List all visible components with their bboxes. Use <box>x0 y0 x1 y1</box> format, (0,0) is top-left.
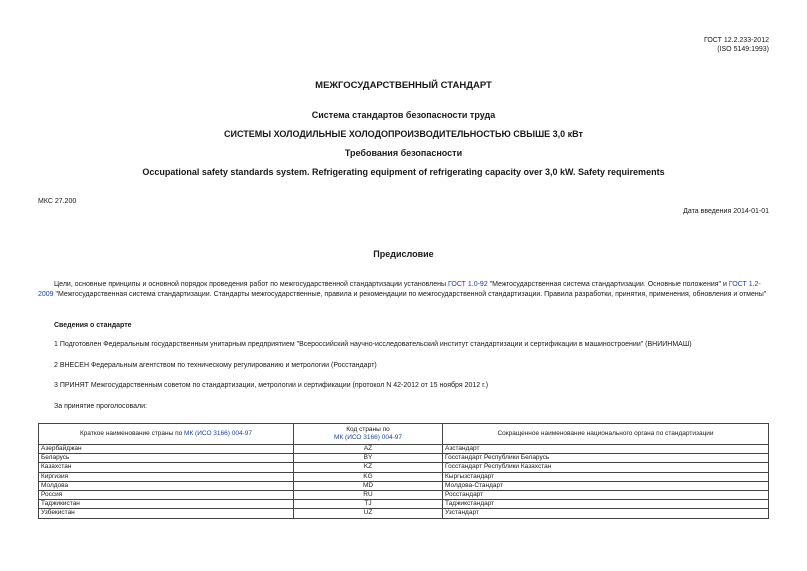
cell-code: MD <box>294 481 443 490</box>
info-item-1: 1 Подготовлен Федеральным государственным унитарным предприятием "Всероссийский научно-исследовательский институт стандартизации и сертификации в машиностроении" (ВНИИНМАШ) <box>54 341 692 348</box>
document-designation <box>704 36 769 54</box>
mk-iso-3166-link[interactable]: МК (ИСО 3166) 004-97 <box>334 434 402 441</box>
cell-country: Беларусь <box>39 454 294 463</box>
gost-1-2-2009-link[interactable]: ГОСТ 1.2-2009 <box>38 281 761 298</box>
subtitle: Требования безопасности <box>344 148 463 158</box>
table-row <box>39 500 769 509</box>
cell-code: RU <box>294 490 443 499</box>
foreword-heading: Предисловие <box>373 249 434 259</box>
table-row <box>39 454 769 463</box>
interstate-standard-title: МЕЖГОСУДАРСТВЕННЫЙ СТАНДАРТ <box>315 80 492 91</box>
cell-body: Госстандарт Республики Беларусь <box>443 454 769 463</box>
cell-code: UZ <box>294 509 443 518</box>
mks-code: МКС 27.200 <box>38 198 77 205</box>
cell-body: Госстандарт Республики Казахстан <box>443 463 769 472</box>
table-header-row <box>39 424 769 445</box>
table-row <box>39 481 769 490</box>
cell-country: Россия <box>39 490 294 499</box>
system-title: Система стандартов безопасности труда <box>311 110 496 120</box>
voting-states-table <box>38 423 769 519</box>
gost-1-0-92-link[interactable]: ГОСТ 1.0-92 <box>447 281 488 288</box>
english-title: Occupational safety standards system. Refrigerating equipment of refrigerating capacity over 3,0 kW. Safety requirements <box>142 167 665 177</box>
table-row <box>39 490 769 499</box>
mk-iso-3166-link[interactable]: МК (ИСО 3166) 004-97 <box>184 430 252 437</box>
cell-code: BY <box>294 454 443 463</box>
cell-body: Кыргызстандарт <box>443 472 769 481</box>
table-row <box>39 472 769 481</box>
table-row <box>39 445 769 454</box>
info-item-3: 3 ПРИНЯТ Межгосударственным советом по стандартизации, метрологии и сертификации (протокол N 42-2012 от 15 ноября 2012 г.) <box>54 382 489 389</box>
gost-number: ГОСТ 12.2.233-2012 <box>703 37 769 44</box>
iso-number: (ISO 5149:1993) <box>717 46 769 53</box>
cell-country: Молдова <box>39 481 294 490</box>
main-title: СИСТЕМЫ ХОЛОДИЛЬНЫЕ ХОЛОДОПРОИЗВОДИТЕЛЬНОСТЬЮ СВЫШЕ 3,0 кВт <box>224 129 583 139</box>
column-header-body: Сокращенное наименование национального органа по стандартизации <box>443 424 769 445</box>
cell-code: TJ <box>294 500 443 509</box>
introduction-date: Дата введения 2014-01-01 <box>683 208 769 215</box>
foreword-text-part: "Межгосударственная система стандартизации. Основные положения" и <box>487 281 729 288</box>
cell-country: Казахстан <box>39 463 294 472</box>
info-item-2: 2 ВНЕСЕН Федеральным агентством по техническому регулированию и метрологии (Росстандарт) <box>54 362 377 369</box>
cell-code: AZ <box>294 445 443 454</box>
standard-info-heading: Сведения о стандарте <box>54 322 132 329</box>
voting-label: За принятие проголосовали: <box>54 403 147 410</box>
cell-body: Азстандарт <box>443 445 769 454</box>
column-header-code <box>294 424 443 445</box>
cell-code: KZ <box>294 463 443 472</box>
cell-body: Таджикстандарт <box>443 500 769 509</box>
cell-country: Киргизия <box>39 472 294 481</box>
foreword-paragraph <box>38 280 769 300</box>
foreword-text-part: "Межгосударственная система стандартизации. Стандарты межгосударственные, правила и рекомендации по межгосударственной стандартизации. Правила разработки, принятия, применения, обновления и отмены" <box>53 291 767 298</box>
table-row <box>39 509 769 518</box>
cell-body: Узстандарт <box>443 509 769 518</box>
cell-country: Узбекистан <box>39 509 294 518</box>
header-text: Код страны по <box>346 426 390 433</box>
foreword-text-part: Цели, основные принципы и основной порядок проведения работ по межгосударственной стандартизации установлены <box>54 281 448 288</box>
cell-country: Таджикистан <box>39 500 294 509</box>
cell-country: Азербайджан <box>39 445 294 454</box>
cell-code: KG <box>294 472 443 481</box>
header-text: Краткое наименование страны по <box>80 430 185 437</box>
cell-body: Молдова-Стандарт <box>443 481 769 490</box>
column-header-country <box>39 424 294 445</box>
table-row <box>39 463 769 472</box>
cell-body: Росстандарт <box>443 490 769 499</box>
